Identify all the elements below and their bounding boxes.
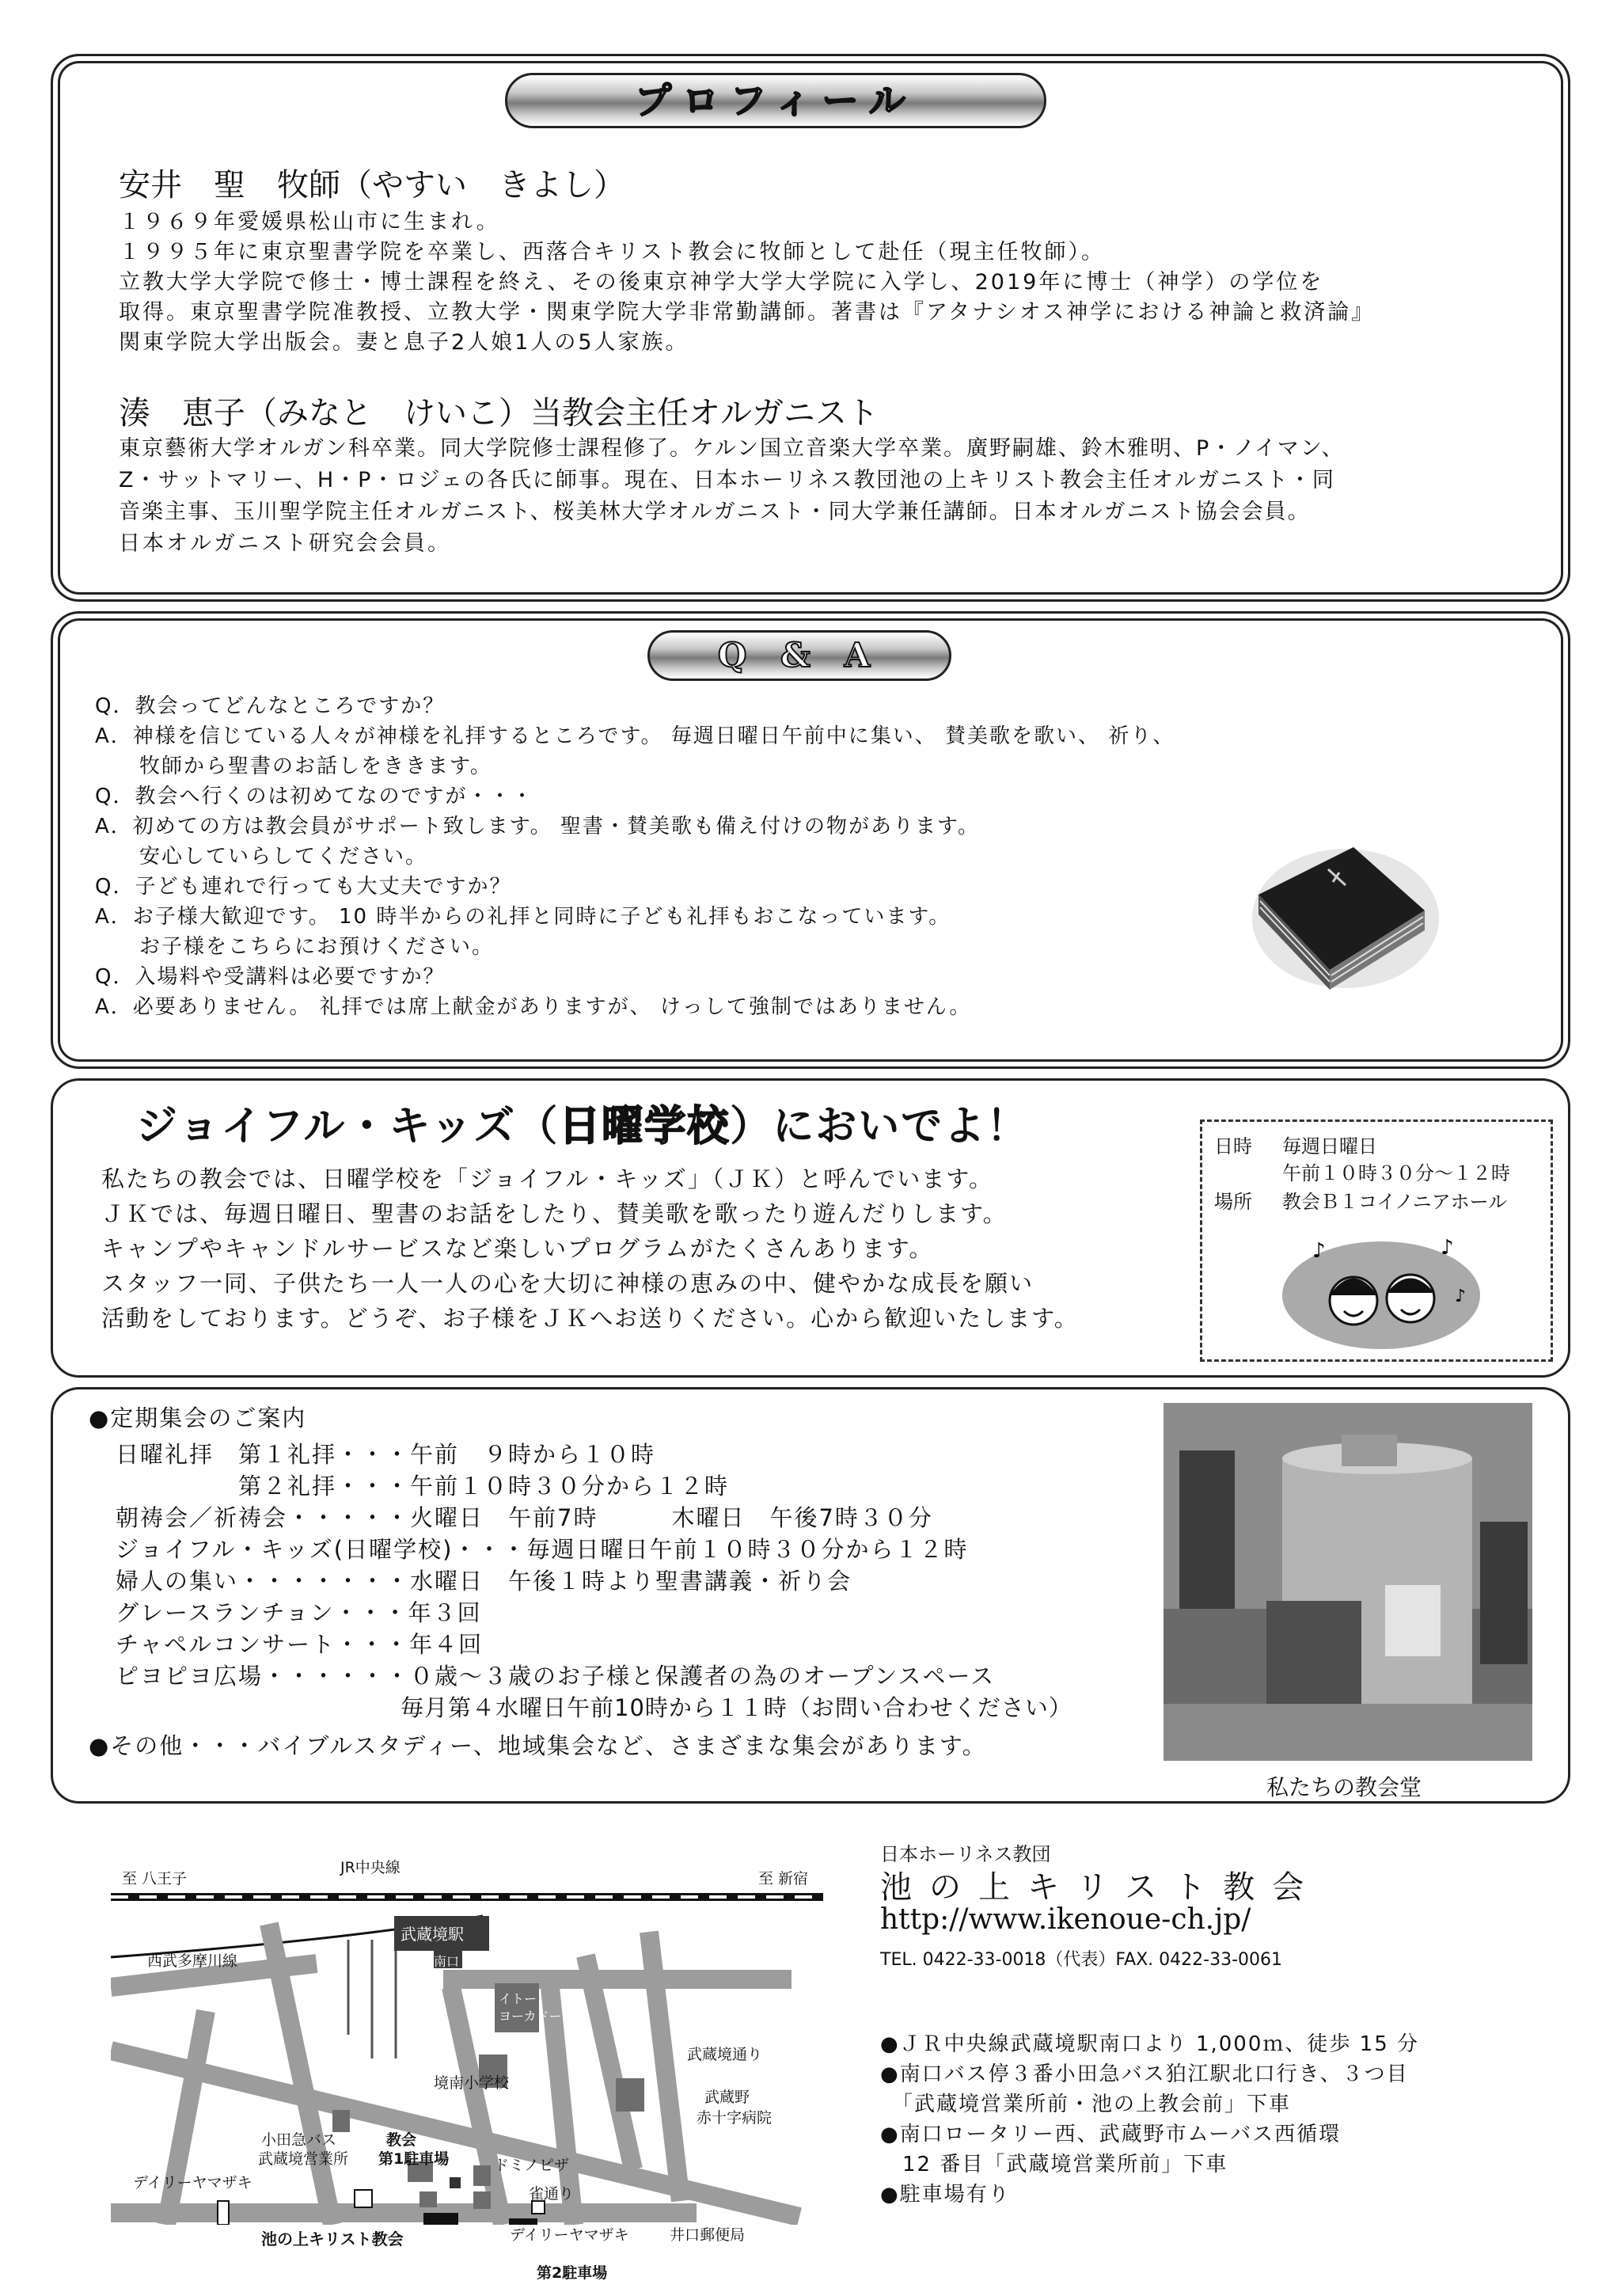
qa-line-4: Q．教会へ行くのは初めてなのですが・・・ [95,785,534,808]
map-church: 池の上キリスト教会 [261,2229,404,2248]
photo-caption: 私たちの教会堂 [1266,1774,1422,1800]
pastor-bio-3: 立教大学大学院で修士・博士課程を終え、その後東京神学大学大学院に入学し、2019年に博士（神学）の学位を [119,270,1324,295]
map-hospital-2: 赤十字病院 [697,2109,773,2127]
map-bus-office-2: 武蔵境営業所 [258,2150,349,2168]
access-line-5: 12 番目「武蔵境営業所前」下車 [880,2153,1228,2176]
qa-line-10: Q．入場料や受講料は必要ですか？ [95,965,446,989]
kids-line-3: キャンプやキャンドルサービスなど楽しいプログラムがたくさんあります。 [101,1235,934,1262]
access-line-4: ●南口ロータリー西、武蔵野市ムーバス西循環 [880,2123,1342,2146]
access-line-2: ●南口バス停３番小田急バス狛江駅北口行き、３つ目 [880,2062,1409,2086]
map-daily-2: デイリーヤマザキ [510,2226,629,2244]
map-parking1-a: 教会 [386,2131,417,2149]
kids-illustration [1274,1226,1488,1352]
kids-time-1: 毎週日曜日 [1282,1135,1377,1158]
map-suzume: 雀通り [529,2185,575,2203]
organist-bio-1: 東京藝術大学オルガン科卒業。同大学院修士課程修了。ケルン国立音楽大学卒業。廣野嗣雄、鈴木雅明、P・ノイマン、 [119,436,1345,461]
qa-line-1: Q．教会ってどんなところですか？ [95,694,446,718]
meeting-line-1: 日曜礼拝 第１礼拝・・・午前 ９時から１０時 [116,1441,656,1468]
pastor-bio-5: 関東学院大学出版会。妻と息子2人娘1人の5人家族。 [119,330,689,355]
qa-banner [647,630,951,681]
meeting-line-3: 朝祷会／祈祷会・・・・・火曜日 午前7時 木曜日 午後7時３０分 [116,1504,933,1531]
meeting-line-9: 毎月第４水曜日午前10時から１１時（お問い合わせください） [116,1694,1072,1721]
kids-time-label: 日時 [1214,1135,1252,1158]
meeting-line-2: 第２礼拝・・・午前１０時３０分から１２時 [116,1473,730,1500]
map-hachioji: 至 八王子 [122,1870,188,1887]
kids-line-4: スタッフ一同、子供たち一人一人の心を大切に神様の恵みの中、健やかな成長を願い [101,1270,1034,1297]
meeting-line-4: ジョイフル・キッズ(日曜学校)・・・毎週日曜日午前１０時３０分から１２時 [116,1536,969,1563]
organist-bio-4: 日本オルガニスト研究会会員。 [119,531,451,556]
pastor-bio-2: １９９５年に東京聖書学院を卒業し、西落合キリスト教会に牧師として赴任（現主任牧師）。 [119,240,1105,264]
svg-text:♪: ♪ [1441,1236,1454,1260]
meeting-line-5: 婦人の集い・・・・・・・水曜日 午後１時より聖書講義・祈り会 [116,1568,852,1595]
map-musashisakai-street: 武蔵境通り [687,2046,763,2063]
kids-time-2: 午前１０時３０分～１２時 [1282,1162,1510,1184]
kids-title [136,1093,1029,1152]
kids-place: 教会Ｂ１コイノニアホール [1282,1191,1508,1213]
profile-title: プロフィール [635,79,917,122]
access-line-3: 「武蔵境営業所前・池の上教会前」下車 [880,2093,1292,2116]
map-parking1-b: 第1駐車場 [378,2150,450,2168]
kids-line-2: ＪＫでは、毎週日曜日、聖書のお話をしたり、賛美歌を歌ったり遊んだりします。 [101,1200,1008,1227]
qa-line-7: Q．子ども連れで行っても大丈夫ですか？ [95,875,512,899]
kids-line-1: 私たちの教会では、日曜学校を「ジョイフル・キッズ」（ＪＫ）と呼んでいます。 [101,1165,993,1192]
church-denomination: 日本ホーリネス教団 [880,1843,1051,1865]
meetings-other: ●その他・・・バイブルスタディー、地域集会など、さまざまな集会があります。 [89,1732,987,1759]
map-seibu: 西武多摩川線 [147,1952,238,1970]
qa-line-9: お子様をこちらにお預けください。 [95,935,495,959]
church-tel: TEL. 0422-33-0018（代表）FAX. 0422-33-0061 [880,1950,1283,1970]
qa-title: Q & A [717,636,882,675]
map-school: 境南小学校 [434,2074,510,2092]
bible-icon [1235,800,1441,998]
map-shinjuku: 至 新宿 [758,1870,809,1887]
access-line-6: ●駐車場有り [880,2183,1011,2207]
meeting-line-7: チャペルコンサート・・・年４回 [116,1631,484,1658]
access-map [111,1853,823,2225]
svg-text:♪: ♪ [1312,1239,1326,1263]
qa-line-11: A．必要ありません。 礼拝では席上献金がありますが、 けっして強制ではありません。 [95,995,972,1019]
map-parking2: 第2駐車場 [537,2264,608,2282]
qa-line-6: 安心していらしてください。 [95,845,428,869]
pastor-name: 安井 聖 牧師（やすい きよし） [119,167,625,203]
qa-line-3: 牧師から聖書のお話しをききます。 [95,755,492,778]
kids-title-b: 日曜学校 [559,1103,731,1150]
kids-title-c: ）においでよ！ [730,1103,1030,1150]
qa-line-5: A．初めての方は教会員がサポート致します。 聖書・賛美歌も備え付けの物があります。 [95,815,980,838]
organist-name: 湊 恵子（みなと けいこ）当教会主任オルガニスト [119,395,879,431]
qa-line-8: A．お子様大歓迎です。 10 時半からの礼拝と同時に子ども礼拝もおこなっています。 [95,905,951,929]
map-south-exit: 南口 [434,1954,460,1969]
pastor-bio-1: １９６９年愛媛県松山市に生まれ。 [119,210,500,234]
map-dominos: ドミノピザ [494,2157,570,2174]
meeting-line-6: グレースランチョン・・・年３回 [116,1599,482,1626]
meeting-line-8: ピヨピヨ広場・・・・・・０歳～３歳のお子様と保護者の為のオープンスペース [116,1663,996,1690]
kids-line-5: 活動をしております。どうぞ、お子様をＪＫへお送りください。心から歓迎いたします。 [101,1305,1079,1332]
map-jr-line: JR中央線 [340,1859,401,1876]
map-daily-1: デイリーヤマザキ [133,2174,252,2191]
kids-title-a: ジョイフル・キッズ（ [136,1103,560,1150]
map-hospital-1: 武蔵野 [704,2089,750,2106]
qa-line-2: A．神様を信じている人々が神様を礼拝するところです。 毎週日曜日午前中に集い、 賛美歌を歌い、 祈り、 [95,724,1175,748]
kids-place-label: 場所 [1214,1191,1252,1213]
map-itoyokado-1: イトー [499,1991,537,2006]
map-station: 武蔵境駅 [401,1925,464,1944]
map-bus-office-1: 小田急バス [261,2131,337,2149]
map-itoyokado-2: ヨーカドー [499,2009,562,2024]
pastor-bio-4: 取得。東京聖書学院准教授、立教大学・関東学院大学非常勤講師。著書は『アタナシオス神学における神論と救済論』 [119,300,1376,325]
organist-bio-3: 音楽主事、玉川聖学院主任オルガニスト、桜美林大学オルガニスト・同大学兼任講師。日本オルガニスト協会会員。 [119,500,1311,524]
church-name: 池の上キリスト教会 [880,1869,1322,1906]
meetings-heading: ●定期集会のご案内 [89,1405,307,1431]
church-url[interactable]: http://www.ikenoue-ch.jp/ [880,1903,1251,1936]
map-post: 井口郵便局 [670,2226,746,2244]
organist-bio-2: Z・サットマリー、H・P・ロジェの各氏に師事。現在、日本ホーリネス教団池の上キリスト教会主任オルガニスト・同 [119,468,1335,492]
access-line-1: ●ＪＲ中央線武蔵境駅南口より 1,000ｍ、徒歩 15 分 [880,2032,1419,2056]
svg-text:♪: ♪ [1455,1287,1467,1306]
church-photo [1164,1403,1532,1761]
profile-banner [505,73,1046,128]
